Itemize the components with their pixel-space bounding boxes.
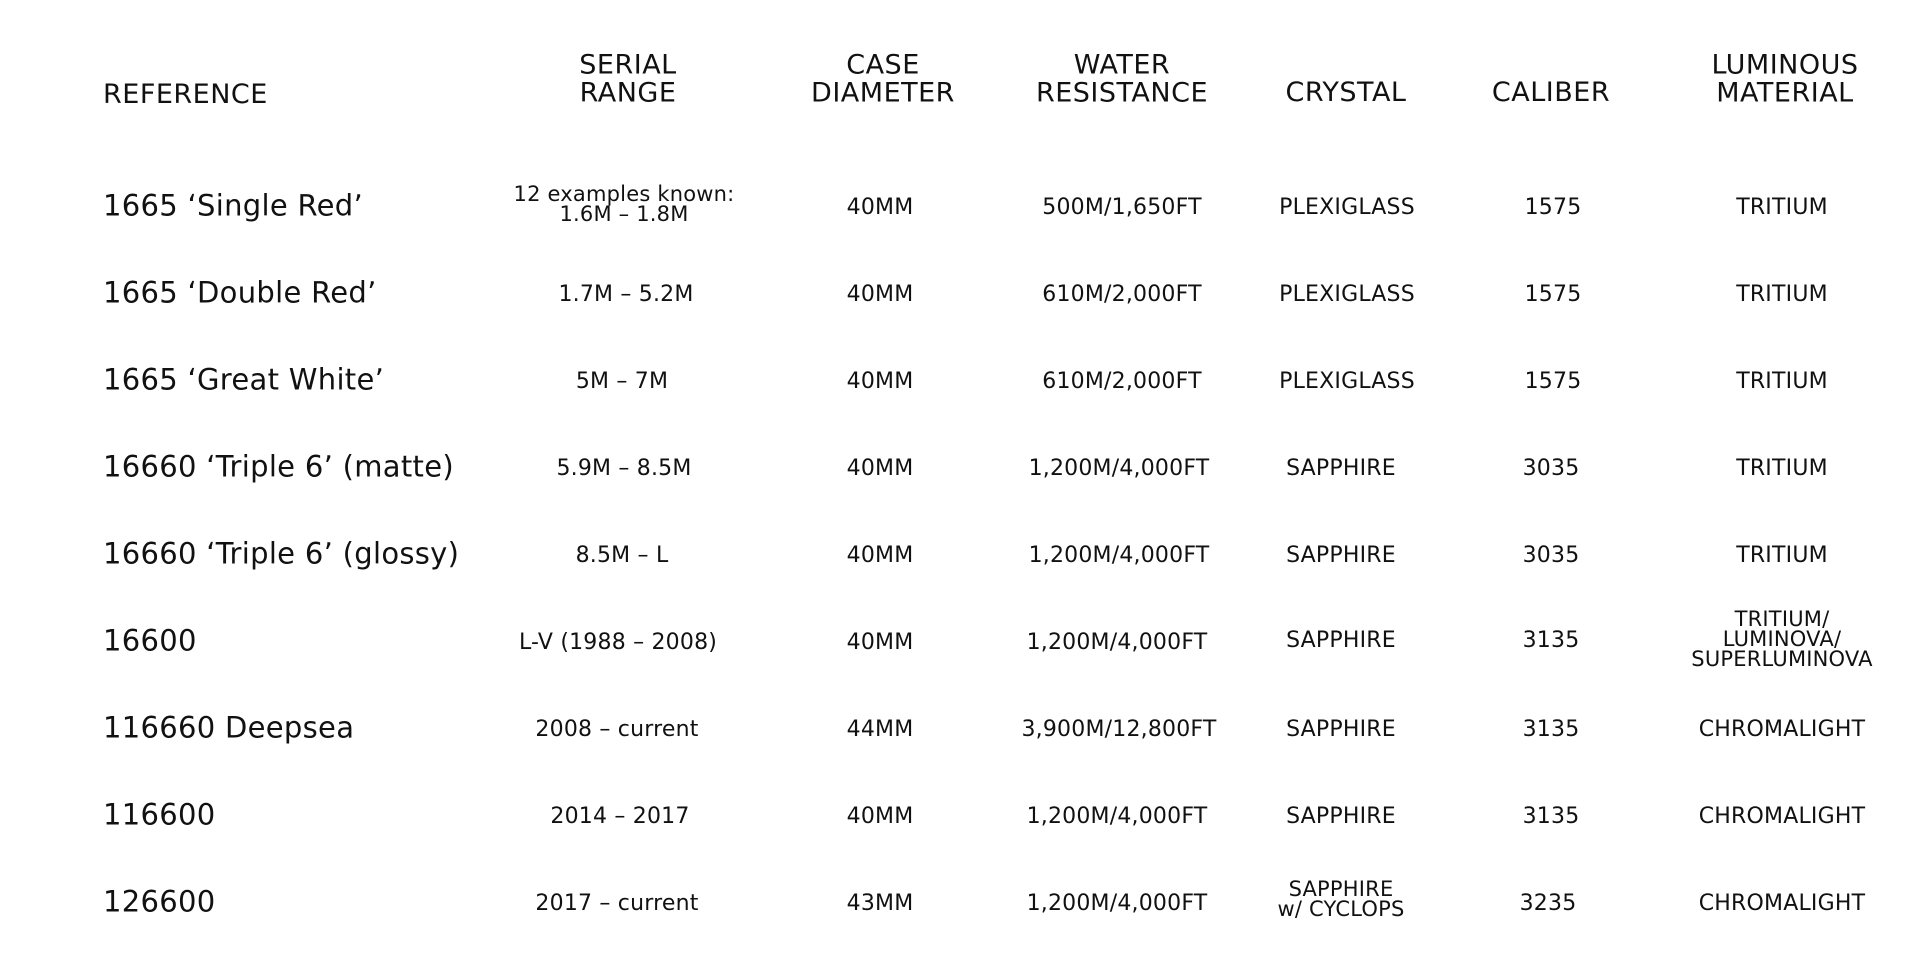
table-row-luminous-material: TRITIUM	[1736, 543, 1828, 568]
table-row-luminous-material: TRITIUM	[1736, 369, 1828, 394]
table-row-reference: 1665 ‘Double Red’	[103, 275, 377, 310]
table-row-water-resistance: 3,900M/12,800FT	[1021, 717, 1217, 742]
table-row-case-diameter: 40MM	[846, 804, 914, 829]
table-row-serial-range: 2017 – current	[535, 891, 699, 916]
table-row-serial-range: 2008 – current	[535, 717, 699, 742]
table-row-caliber: 3135	[1522, 717, 1580, 742]
table-row-caliber: 3235	[1519, 891, 1577, 916]
table-row-case-diameter: 43MM	[846, 891, 914, 916]
table-row-luminous-material: TRITIUM	[1736, 456, 1828, 481]
table-row-caliber: 3135	[1522, 628, 1580, 653]
table-row-case-diameter: 40MM	[846, 456, 914, 481]
table-row-caliber: 3035	[1522, 543, 1580, 568]
table-row-case-diameter: 44MM	[846, 717, 914, 742]
table-row-water-resistance: 1,200M/4,000FT	[1028, 543, 1210, 568]
column-header-case-diameter: CASE DIAMETER	[811, 49, 955, 109]
table-row-luminous-material: CHROMALIGHT	[1698, 804, 1866, 829]
table-row-caliber: 1575	[1524, 195, 1582, 220]
table-row-crystal: SAPPHIRE	[1286, 717, 1396, 742]
table-row-case-diameter: 40MM	[846, 543, 914, 568]
table-row-water-resistance: 1,200M/4,000FT	[1026, 891, 1208, 916]
table-row-crystal: SAPPHIRE	[1286, 804, 1396, 829]
table-row-case-diameter: 40MM	[846, 195, 914, 220]
table-row-crystal: SAPPHIRE	[1286, 628, 1396, 653]
table-row-case-diameter: 40MM	[846, 369, 914, 394]
column-header-water-resistance: WATER RESISTANCE	[1035, 49, 1209, 109]
table-row-reference: 126600	[103, 884, 216, 919]
table-row-serial-range: L-V (1988 – 2008)	[518, 630, 718, 655]
table-row-water-resistance: 610M/2,000FT	[1042, 282, 1202, 307]
table-row-serial-range: 8.5M – L	[575, 543, 669, 568]
table-row-luminous-material: TRITIUM	[1736, 282, 1828, 307]
table-row-reference: 1665 ‘Single Red’	[103, 188, 364, 223]
table-row-serial-range: 2014 – 2017	[550, 804, 690, 829]
table-row-crystal: SAPPHIRE	[1286, 543, 1396, 568]
table-row-crystal: SAPPHIRE w/ CYCLOPS	[1277, 877, 1405, 921]
table-row-luminous-material: TRITIUM/ LUMINOVA/ SUPERLUMINOVA	[1691, 607, 1873, 671]
table-row-reference: 16660 ‘Triple 6’ (glossy)	[103, 536, 460, 571]
table-row-reference: 116660 Deepsea	[103, 710, 355, 745]
table-row-caliber: 1575	[1524, 369, 1582, 394]
table-row-reference: 1665 ‘Great White’	[103, 362, 385, 397]
table-row-crystal: PLEXIGLASS	[1279, 195, 1415, 220]
table-row-luminous-material: TRITIUM	[1736, 195, 1828, 220]
table-row-serial-range: 5M – 7M	[575, 369, 669, 394]
table-row-reference: 116600	[103, 797, 216, 832]
column-header-luminous-material: LUMINOUS MATERIAL	[1711, 49, 1859, 109]
table-row-reference: 16660 ‘Triple 6’ (matte)	[103, 449, 454, 484]
table-row-case-diameter: 40MM	[846, 282, 914, 307]
table-row-water-resistance: 1,200M/4,000FT	[1026, 630, 1208, 655]
table-row-serial-range: 1.7M – 5.2M	[558, 282, 694, 307]
table-row-crystal: SAPPHIRE	[1286, 456, 1396, 481]
table-row-serial-range: 5.9M – 8.5M	[556, 456, 692, 481]
column-header-crystal: CRYSTAL	[1285, 76, 1407, 108]
table-row-luminous-material: CHROMALIGHT	[1698, 717, 1866, 742]
table-row-reference: 16600	[103, 623, 197, 658]
table-row-water-resistance: 1,200M/4,000FT	[1028, 456, 1210, 481]
column-header-serial-range: SERIAL RANGE	[579, 49, 677, 109]
table-row-water-resistance: 1,200M/4,000FT	[1026, 804, 1208, 829]
table-row-caliber: 3135	[1522, 804, 1580, 829]
column-header-reference: REFERENCE	[103, 78, 268, 110]
table-row-serial-range: 12 examples known: 1.6M – 1.8M	[513, 182, 735, 226]
table-row-crystal: PLEXIGLASS	[1279, 282, 1415, 307]
table-row-case-diameter: 40MM	[846, 630, 914, 655]
column-header-caliber: CALIBER	[1491, 76, 1611, 108]
table-row-caliber: 1575	[1524, 282, 1582, 307]
table-row-water-resistance: 610M/2,000FT	[1042, 369, 1202, 394]
table-row-caliber: 3035	[1522, 456, 1580, 481]
table-row-water-resistance: 500M/1,650FT	[1042, 195, 1202, 220]
table-row-luminous-material: CHROMALIGHT	[1698, 891, 1866, 916]
table-row-crystal: PLEXIGLASS	[1279, 369, 1415, 394]
